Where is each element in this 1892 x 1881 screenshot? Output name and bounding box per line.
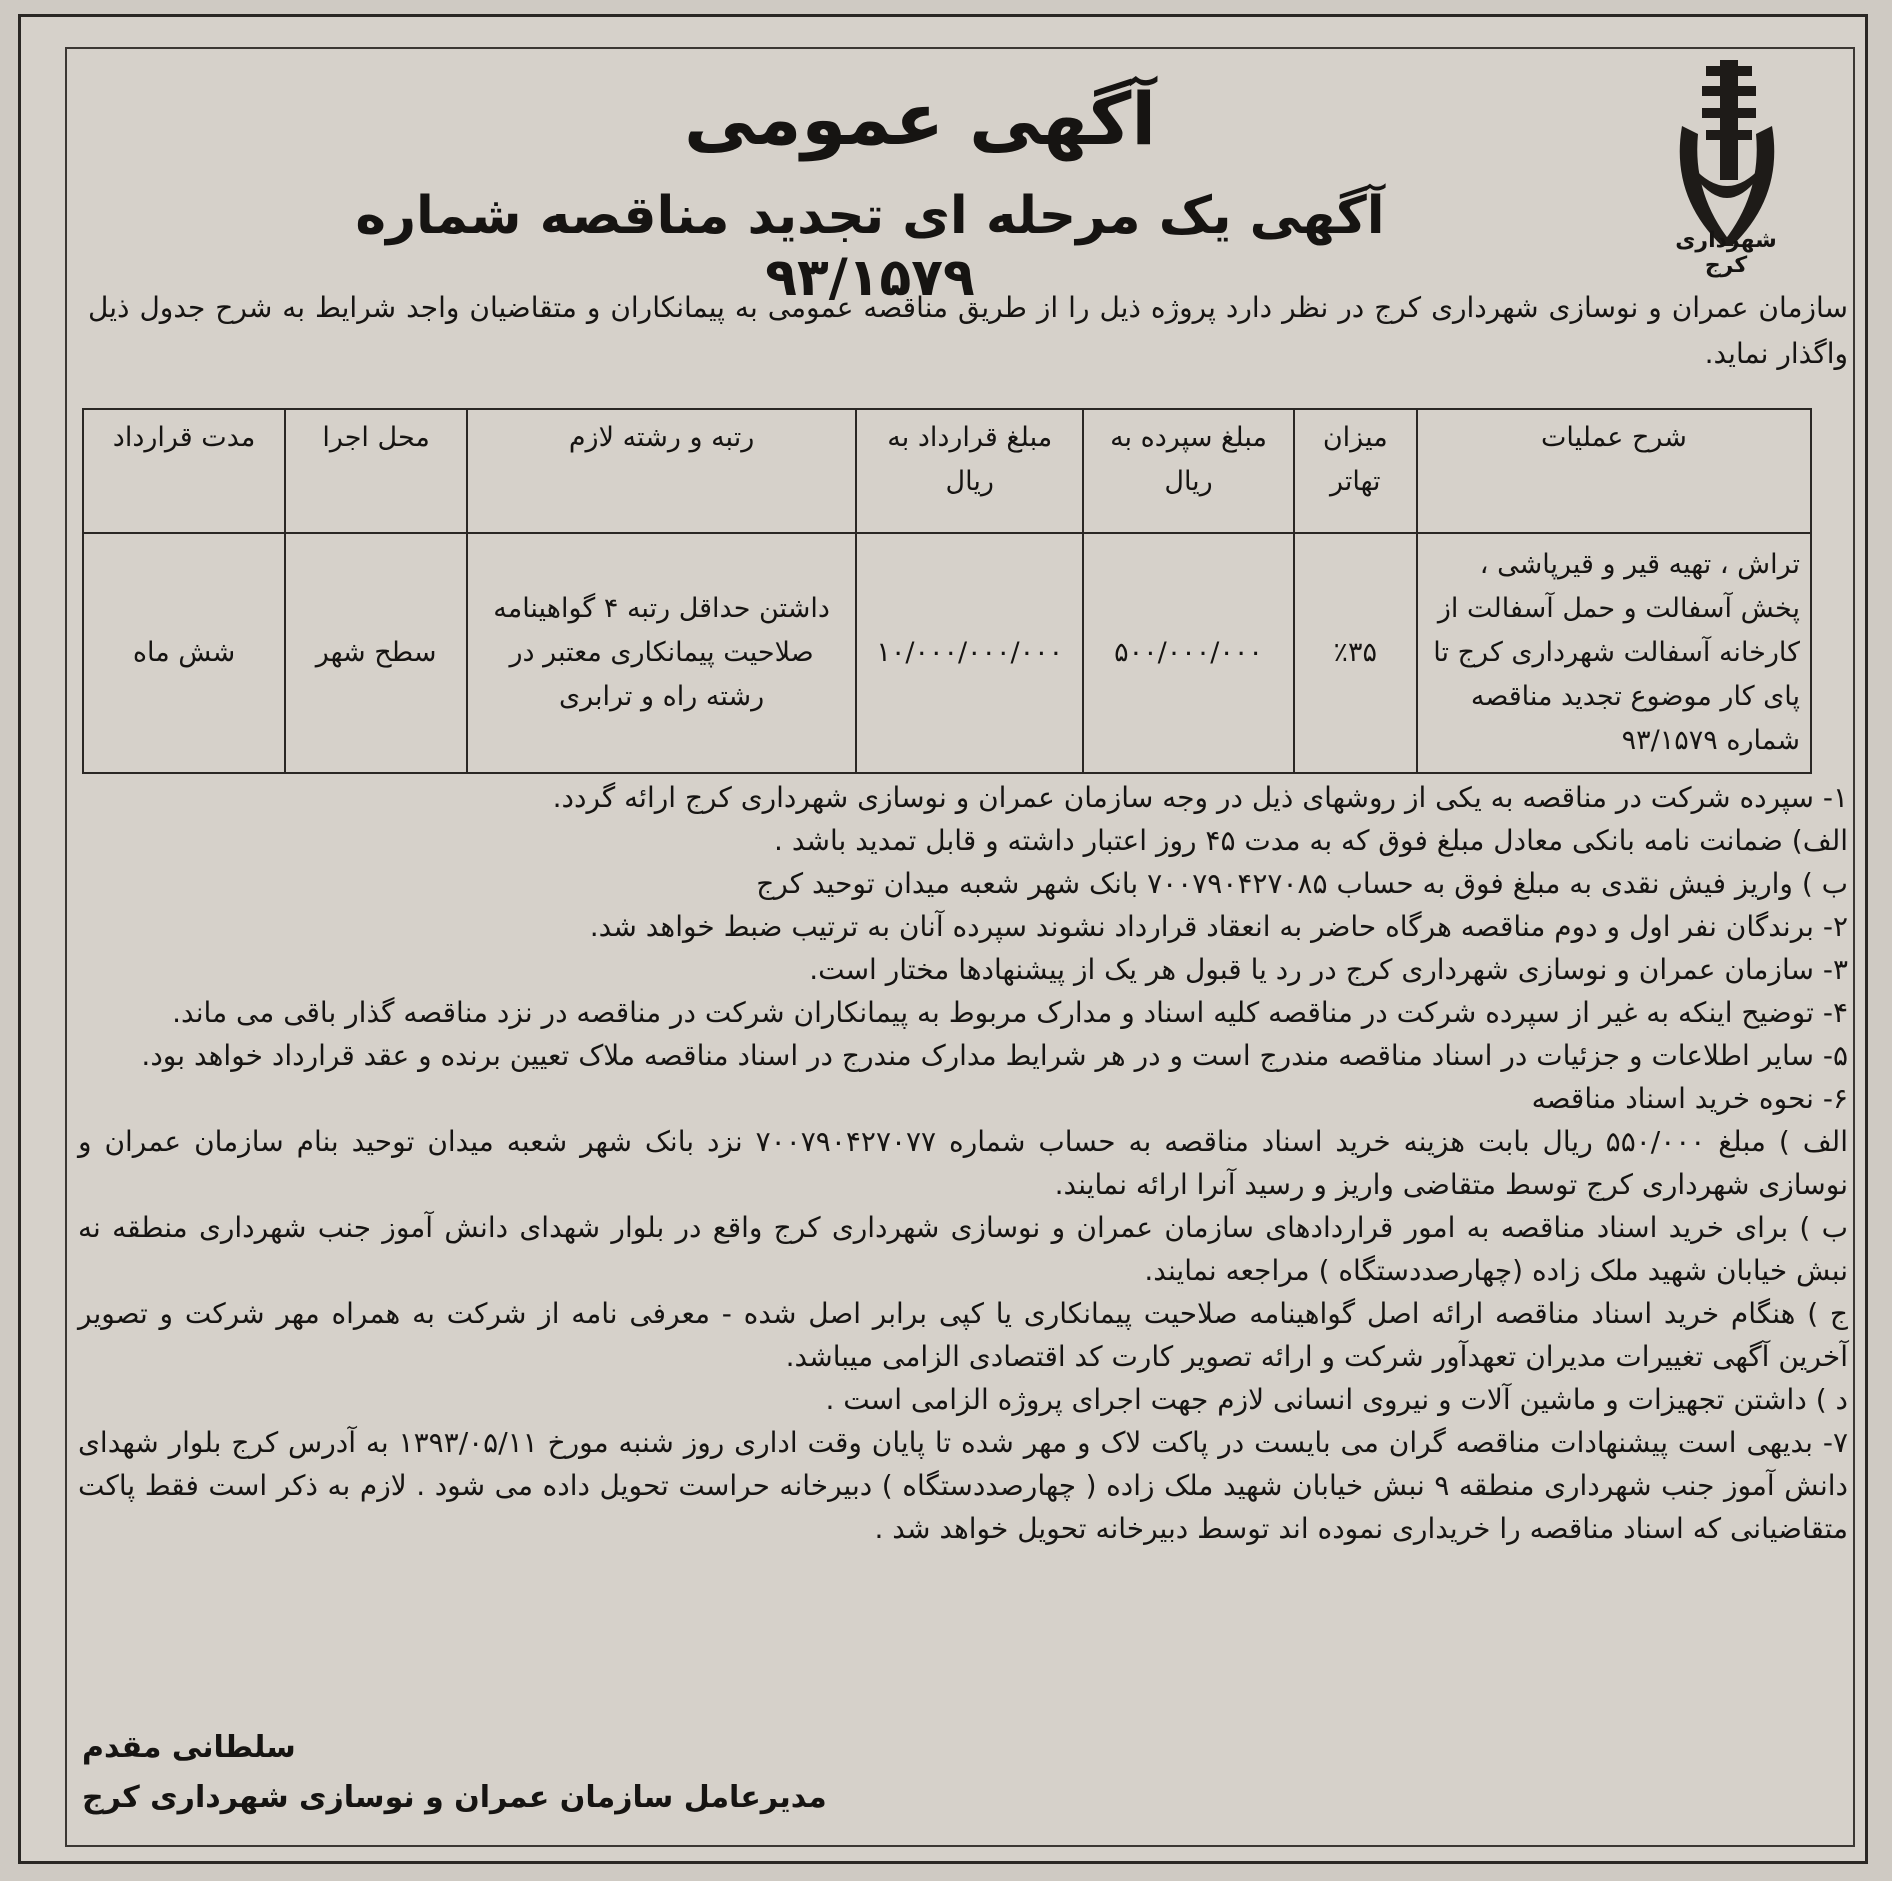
term-1: ۱- سپرده شرکت در مناقصه به یکی از روشهای ذیل در وجه سازمان عمران و نوسازی شهرداری کرج ارائه گردد. — [552, 781, 1848, 814]
header-duration: مدت قرارداد — [83, 409, 285, 533]
term-1a: الف) ضمانت نامه بانکی معادل مبلغ فوق که به مدت ۴۵ روز اعتبار داشته و قابل تمدید باشد . — [774, 824, 1848, 857]
signatory-position: مدیرعامل سازمان عمران و نوسازی شهرداری کرج — [82, 1780, 827, 1815]
notice-subtitle: آگهی یک مرحله ای تجدید مناقصه شماره ۹۳/۱۵۷۹ — [355, 186, 1385, 309]
cell-duration: شش ماه — [83, 533, 285, 773]
signatory-name: سلطانی مقدم — [82, 1730, 296, 1765]
term-5: ۵- سایر اطلاعات و جزئیات در اسناد مناقصه مندرج است و در هر شرایط مدارک مندرج در اسناد مناقصه ملاک تعیین برنده و عقد قرارداد خواهد بود. — [141, 1039, 1848, 1072]
table-row — [83, 533, 1811, 773]
header-location: محل اجرا — [285, 409, 467, 533]
cell-contract-amount: ۱۰/۰۰۰/۰۰۰/۰۰۰ — [856, 533, 1083, 773]
term-6: ۶- نحوه خرید اسناد مناقصه — [1531, 1082, 1848, 1115]
term-3: ۳- سازمان عمران و نوسازی شهرداری کرج در رد یا قبول هر یک از پیشنهادها مختار است. — [809, 953, 1848, 986]
notice-title: آگهی عمومی — [683, 77, 1156, 161]
intro-paragraph: سازمان عمران و نوسازی شهرداری کرج در نظر دارد پروژه ذیل را از طریق مناقصه عمومی به پیمانکاران و متقاضیان واجد شرایط به شرح جدول ذیل واگذار نماید. — [88, 291, 1848, 370]
cell-description: تراش ، تهیه قیر و قیرپاشی ، پخش آسفالت و حمل آسفالت از کارخانه آسفالت شهرداری کرج تا پای کار موضوع تجدید مناقصه شماره ۹۳/۱۵۷۹ — [1417, 533, 1811, 773]
terms-list — [78, 776, 1848, 1550]
header-description: شرح عملیات — [1417, 409, 1811, 533]
term-6c: ج ) هنگام خرید اسناد مناقصه ارائه اصل گواهینامه صلاحیت پیمانکاری یا کپی برابر اصل شده - معرفی نامه از شرکت به همراه مهر شرکت و تصویر آخرین آگهی تغییرات مدیران تعهدآور شرکت و ارائه تصویر کارت کد اقتصادی الزامی میباشد. — [78, 1297, 1848, 1373]
header-grade: رتبه و رشته لازم — [467, 409, 856, 533]
header-deposit: مبلغ سپرده به ریال — [1083, 409, 1293, 533]
term-6b: ب ) برای خرید اسناد مناقصه به امور قراردادهای سازمان عمران و نوسازی شهرداری کرج واقع در بلوار شهدای دانش آموز جنب شهرداری منطقه نه نبش خیابان شهید ملک زاده (چهارصددستگاه ) مراجعه نمایند. — [78, 1211, 1848, 1287]
term-4: ۴- توضیح اینکه به غیر از سپرده شرکت در مناقصه کلیه اسناد و مدارک مربوط به پیمانکاران شرکت در مناقصه در نزد مناقصه گذار باقی می ماند. — [172, 996, 1848, 1029]
logo-text: شهرداری کرج — [1675, 228, 1777, 278]
term-7: ۷- بدیهی است پیشنهادات مناقصه گران می بایست در پاکت لاک و مهر شده تا پایان وقت اداری روز شنبه مورخ ۱۳۹۳/۰۵/۱۱ به آدرس کرج بلوار شهدای دانش آموز جنب شهرداری منطقه ۹ نبش خیابان شهید ملک زاده ( چهارصددستگاه ) دبیرخانه حراست تحویل داده می شود . لازم به ذکر است فقط پاکت متقاضیانی که اسناد مناقصه را خریداری نموده اند توسط دبیرخانه تحویل خواهد شد . — [78, 1426, 1849, 1545]
operations-table — [82, 408, 1812, 774]
term-2: ۲- برندگان نفر اول و دوم مناقصه هرگاه حاضر به انعقاد قرارداد نشوند سپرده آنان به ترتیب ضبط خواهد شد. — [589, 910, 1848, 943]
cell-discount: ٪۳۵ — [1294, 533, 1417, 773]
cell-deposit: ۵۰۰/۰۰۰/۰۰۰ — [1083, 533, 1293, 773]
term-6a: الف ) مبلغ ۵۵۰/۰۰۰ ریال بابت هزینه خرید اسناد مناقصه به حساب شماره ۷۰۰۷۹۰۴۲۷۰۷۷ نزد بانک شهر شعبه میدان توحید بنام سازمان عمران و نوسازی شهرداری کرج توسط متقاضی واریز و رسید آنرا ارائه نمایند. — [78, 1125, 1848, 1201]
term-6d: د ) داشتن تجهیزات و ماشین آلات و نیروی انسانی لازم جهت اجرای پروژه الزامی است . — [825, 1383, 1848, 1416]
term-1b: ب ) واریز فیش نقدی به مبلغ فوق به حساب ۷۰۰۷۹۰۴۲۷۰۸۵ بانک شهر شعبه میدان توحید کرج — [756, 867, 1848, 900]
cell-grade: داشتن حداقل رتبه ۴ گواهینامه صلاحیت پیمانکاری معتبر در رشته راه و ترابری — [467, 533, 856, 773]
table-header-row — [83, 409, 1811, 533]
cell-location: سطح شهر — [285, 533, 467, 773]
header-discount: میزان تهاتر — [1294, 409, 1417, 533]
header-contract-amount: مبلغ قرارداد به ریال — [856, 409, 1083, 533]
